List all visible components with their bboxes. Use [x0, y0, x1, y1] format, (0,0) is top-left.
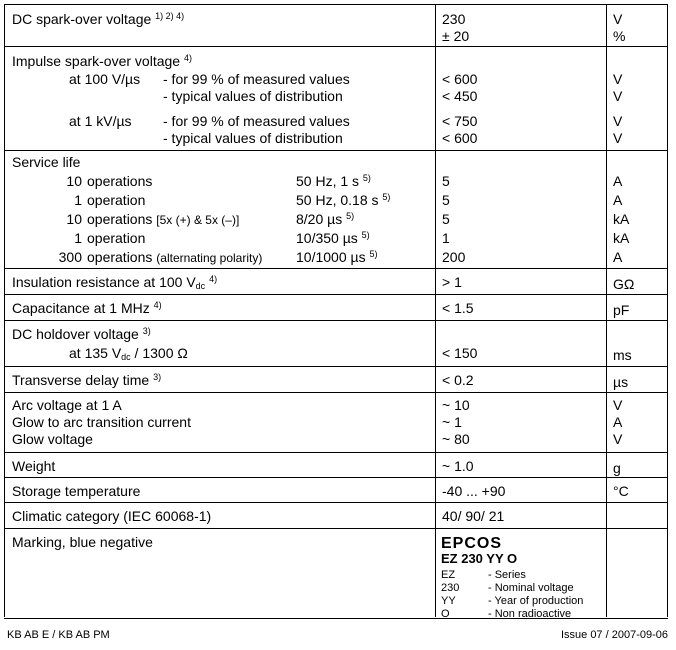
row-transverse-delay — [4, 366, 668, 393]
op-text: operations — [87, 173, 153, 189]
label: Glow voltage — [12, 431, 93, 447]
value: < 150 — [442, 345, 478, 361]
legend-desc: - Nominal voltage — [488, 582, 574, 594]
row-climatic-category — [4, 502, 668, 529]
value: 230 — [442, 11, 466, 27]
footer-right: Issue 07 / 2007-09-06 — [560, 629, 668, 641]
value: < 0.2 — [442, 372, 474, 388]
footnote-ref: 5) — [369, 249, 378, 259]
brand-logo: EPCOS — [441, 535, 503, 552]
unit: A — [613, 249, 623, 265]
count: 1 — [74, 230, 82, 246]
unit: V — [613, 113, 623, 129]
condition-subscript: dc — [121, 352, 131, 362]
row-insulation-resistance — [4, 268, 668, 295]
count: 10 — [66, 211, 82, 227]
value: < 450 — [442, 88, 478, 104]
condition: 10/1000 µs — [296, 249, 366, 265]
op-detail: (alternating polarity) — [156, 251, 263, 265]
value: -40 ... +90 — [442, 483, 506, 499]
value: > 1 — [442, 274, 462, 290]
condition-detail: - typical values of distribution — [163, 88, 343, 104]
condition-detail: - for 99 % of measured values — [163, 113, 350, 129]
footnote-ref: 5) — [362, 173, 371, 183]
condition: at 100 V/µs — [69, 71, 141, 87]
unit: V — [613, 88, 623, 104]
unit: GΩ — [613, 276, 635, 292]
footnote-ref: 3) — [153, 372, 162, 382]
row-dc-holdover — [4, 320, 668, 367]
condition-detail: - typical values of distribution — [163, 130, 343, 146]
legend-key: 230 — [441, 582, 460, 594]
condition: at 135 V — [69, 345, 122, 361]
value: 1 — [442, 230, 450, 246]
label: Transverse delay time — [12, 372, 150, 388]
value: < 750 — [442, 113, 478, 129]
unit: pF — [613, 302, 630, 318]
value: 5 — [442, 211, 450, 227]
op-detail: [5x (+) & 5x (–)] — [156, 213, 240, 227]
value: ~ 10 — [442, 397, 470, 413]
label: Service life — [12, 154, 81, 170]
condition: 50 Hz, 0.18 s — [296, 192, 379, 208]
footnote-ref: 5) — [346, 211, 355, 221]
footnote-ref: 4) — [183, 53, 192, 63]
legend-desc: - Year of production — [488, 595, 584, 607]
unit: ms — [613, 347, 632, 363]
value: 5 — [442, 173, 450, 189]
legend-key: O — [441, 608, 450, 620]
unit: V — [613, 431, 623, 447]
value: < 600 — [442, 71, 478, 87]
row-arc-glow — [4, 392, 668, 453]
label: Impulse spark-over voltage — [12, 53, 181, 69]
row-marking — [4, 528, 668, 619]
op-text: operations — [87, 211, 153, 227]
op-text: operations — [87, 249, 153, 265]
condition: 10/350 µs — [296, 230, 358, 246]
unit: V — [613, 71, 623, 87]
label: Capacitance at 1 MHz — [12, 300, 150, 316]
value: ~ 80 — [442, 431, 470, 447]
footnote-ref: 3) — [142, 326, 151, 336]
value: 200 — [442, 249, 466, 265]
unit: A — [613, 414, 623, 430]
footnote-ref: 4) — [153, 300, 162, 310]
label: Glow to arc transition current — [12, 414, 191, 430]
label: Weight — [12, 458, 56, 474]
row-capacitance — [4, 294, 668, 321]
legend-desc: - Non radioactive — [488, 608, 572, 620]
condition: 8/20 µs — [296, 211, 343, 227]
condition: 50 Hz, 1 s — [296, 173, 360, 189]
unit: kA — [613, 211, 630, 227]
footnote-ref: 4) — [209, 274, 218, 284]
unit: V — [613, 130, 623, 146]
unit: V — [613, 11, 623, 27]
footnote-ref: 5) — [361, 230, 370, 240]
label: Marking, blue negative — [12, 534, 153, 550]
legend-key: EZ — [441, 569, 456, 581]
row-dc-spark-over — [4, 4, 668, 47]
count: 1 — [74, 192, 82, 208]
footnote-ref: 1) 2) 4) — [155, 11, 185, 21]
unit: kA — [613, 230, 630, 246]
value: < 600 — [442, 130, 478, 146]
label-subscript: dc — [195, 281, 206, 291]
row-impulse-spark-over — [4, 46, 668, 151]
label: DC holdover voltage — [12, 326, 139, 342]
condition: at 1 kV/µs — [69, 113, 132, 129]
unit: g — [613, 460, 621, 476]
condition-tail: / 1300 Ω — [130, 345, 188, 361]
unit: V — [613, 397, 623, 413]
unit: A — [613, 173, 623, 189]
op-text: operation — [87, 230, 146, 246]
value: ± 20 — [442, 28, 470, 44]
value: 40/ 90/ 21 — [442, 508, 505, 524]
label: Arc voltage at 1 A — [12, 397, 122, 413]
unit: A — [613, 192, 623, 208]
label: Insulation resistance at 100 V — [12, 274, 196, 290]
row-storage-temperature — [4, 477, 668, 503]
footer-left: KB AB E / KB AB PM — [7, 629, 110, 641]
value: ~ 1 — [442, 414, 462, 430]
row-service-life — [4, 150, 668, 269]
count: 300 — [58, 249, 82, 265]
label: Storage temperature — [12, 483, 141, 499]
unit: µs — [613, 374, 629, 390]
legend-desc: - Series — [488, 569, 526, 581]
value: < 1.5 — [442, 300, 474, 316]
value: 5 — [442, 192, 450, 208]
specifications-table — [4, 4, 668, 620]
unit: % — [613, 28, 626, 44]
label: DC spark-over voltage — [12, 11, 152, 27]
value: ~ 1.0 — [442, 458, 474, 474]
count: 10 — [66, 173, 82, 189]
legend-key: YY — [441, 595, 456, 607]
marking-code: EZ 230 YY O — [441, 551, 518, 566]
footnote-ref: 5) — [382, 192, 391, 202]
condition-detail: - for 99 % of measured values — [163, 71, 350, 87]
op-text: operation — [87, 192, 146, 208]
row-weight — [4, 452, 668, 478]
label: Climatic category (IEC 60068-1) — [12, 508, 212, 524]
unit: °C — [613, 483, 629, 499]
